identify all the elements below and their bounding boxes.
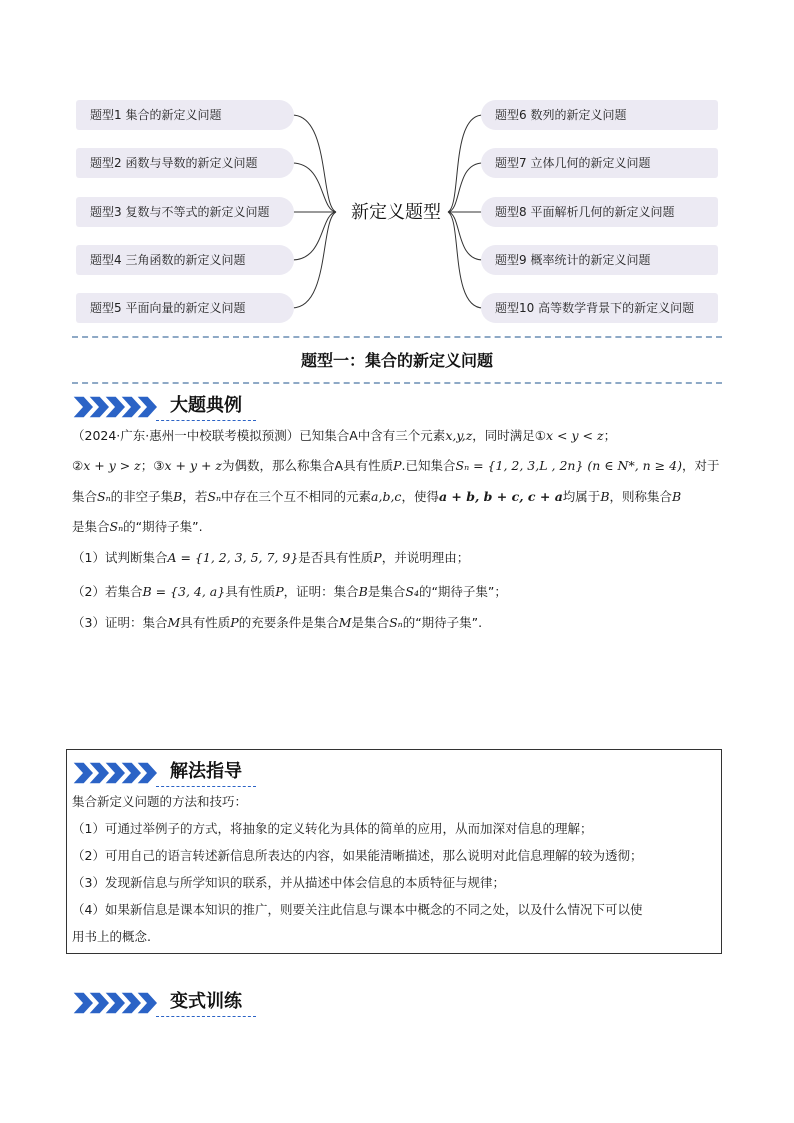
banner-title: 变式训练 — [170, 991, 242, 1012]
text: ，则称集合 — [609, 489, 673, 504]
mindmap-item-10: 题型10 高等数学背景下的新定义问题 — [481, 293, 718, 323]
math: Sₙ — [109, 519, 124, 534]
text: 集合 — [72, 489, 98, 504]
text: （2）若集合 — [72, 584, 143, 599]
math: Sₙ — [97, 489, 111, 504]
banner-title: 解法指导 — [170, 761, 242, 782]
math: x + y + z — [164, 458, 223, 473]
text: （1）试判断集合 — [72, 550, 168, 565]
math: x,y,z — [445, 428, 473, 443]
mindmap-item-9: 题型9 概率统计的新定义问题 — [481, 245, 718, 275]
guide-line-1: （1）可通过举例子的方式，将抽象的定义转化为具体的简单的应用，从而加深对信息的理解； — [72, 821, 593, 836]
question-3 — [72, 613, 482, 633]
math: P — [373, 550, 382, 565]
text: ；③ — [140, 458, 165, 473]
text: 的“期待子集”. — [123, 519, 203, 534]
chevrons-icon — [72, 762, 164, 784]
math: P — [393, 458, 402, 473]
text: 中存在三个互不相同的元素 — [221, 489, 372, 504]
text: ，对于 — [681, 458, 720, 473]
math: a + b, b + c, c + a — [438, 489, 563, 504]
guide-line-5: 用书上的概念. — [72, 929, 151, 944]
mindmap-item-2: 题型2 函数与导数的新定义问题 — [76, 148, 294, 178]
example-line-2 — [72, 456, 719, 476]
math: B = {3, 4, a} — [142, 584, 226, 599]
text: .已知集合 — [401, 458, 456, 473]
mindmap-item-5: 题型5 平面向量的新定义问题 — [76, 293, 294, 323]
mindmap-item-6: 题型6 数列的新定义问题 — [481, 100, 718, 130]
text: 具有性质 — [180, 615, 231, 630]
text: ，证明：集合 — [283, 584, 359, 599]
math: B — [672, 489, 682, 504]
text: ② — [72, 458, 84, 473]
mindmap-center-title: 新定义题型 — [351, 202, 441, 223]
text: （3）证明：集合 — [72, 615, 168, 630]
question-1 — [72, 548, 469, 568]
math: P — [275, 584, 284, 599]
math: M — [167, 615, 181, 630]
math: x < y < z — [546, 428, 604, 443]
mindmap-item-3: 题型3 复数与不等式的新定义问题 — [76, 197, 294, 227]
math: S₄ — [405, 584, 419, 599]
banner-underline — [156, 420, 256, 421]
question-2 — [72, 582, 507, 602]
section-title: 题型一：集合的新定义问题 — [300, 351, 493, 370]
mindmap-item-1: 题型1 集合的新定义问题 — [76, 100, 294, 130]
text: 具有性质 — [225, 584, 276, 599]
divider-top — [72, 336, 722, 338]
example-line-3 — [72, 487, 681, 507]
mindmap-item-7: 题型7 立体几何的新定义问题 — [481, 148, 718, 178]
text: （2024·广东·惠州一中校联考模拟预测）已知集合A中含有三个元素 — [72, 428, 446, 443]
chevrons-icon — [72, 396, 164, 418]
mindmap-item-8: 题型8 平面解析几何的新定义问题 — [481, 197, 718, 227]
math: A = {1, 2, 3, 5, 7, 9} — [167, 550, 299, 565]
mindmap-item-4: 题型4 三角函数的新定义问题 — [76, 245, 294, 275]
text: ，并说明理由； — [381, 550, 470, 565]
text: 是集合 — [367, 584, 406, 599]
guide-line-2: （2）可用自己的语言转述新信息所表达的内容，如果能清晰描述，那么说明对此信息理解的较为透彻； — [72, 848, 643, 863]
math: Sₙ — [389, 615, 403, 630]
text: ，若 — [182, 489, 208, 504]
math: Sₙ — [207, 489, 222, 504]
text: 的非空子集 — [110, 489, 174, 504]
text: 是集合 — [72, 519, 110, 534]
text: 的充要条件是集合 — [238, 615, 339, 630]
banner-underline — [156, 786, 256, 787]
text: ，同时满足① — [472, 428, 547, 443]
divider-bottom — [72, 382, 722, 384]
banner-title: 大题典例 — [170, 395, 242, 416]
math: M — [338, 615, 352, 630]
banner-underline — [156, 1016, 256, 1017]
text: 均属于 — [562, 489, 601, 504]
chevrons-icon — [72, 992, 164, 1014]
text: 为偶数，那么称集合A具有性质 — [222, 458, 394, 473]
math: Sₙ = {1, 2, 3,L , 2n} (n ∈ N*, n ≥ 4) — [455, 458, 682, 473]
guide-line-3: （3）发现新信息与所学知识的联系，并从描述中体会信息的本质特征与规律； — [72, 875, 505, 890]
guide-line-0: 集合新定义问题的方法和技巧： — [72, 794, 248, 809]
text: 的“期待子集”. — [402, 615, 483, 630]
text: 的“期待子集”； — [418, 584, 507, 599]
text: ，使得 — [401, 489, 439, 504]
math: B — [173, 489, 183, 504]
guide-line-4: （4）如果新信息是课本知识的推广，则要关注此信息与课本中概念的不同之处，以及什么情况下可以使 — [72, 902, 643, 917]
math: P — [230, 615, 239, 630]
math: x + y > z — [83, 458, 141, 473]
text: 是集合 — [351, 615, 390, 630]
text: ； — [603, 428, 617, 443]
example-line-1 — [72, 426, 616, 446]
math: B — [358, 584, 368, 599]
math: B — [600, 489, 610, 504]
example-line-4 — [72, 517, 203, 537]
math: a,b,c — [371, 489, 402, 504]
text: 是否具有性质 — [298, 550, 374, 565]
